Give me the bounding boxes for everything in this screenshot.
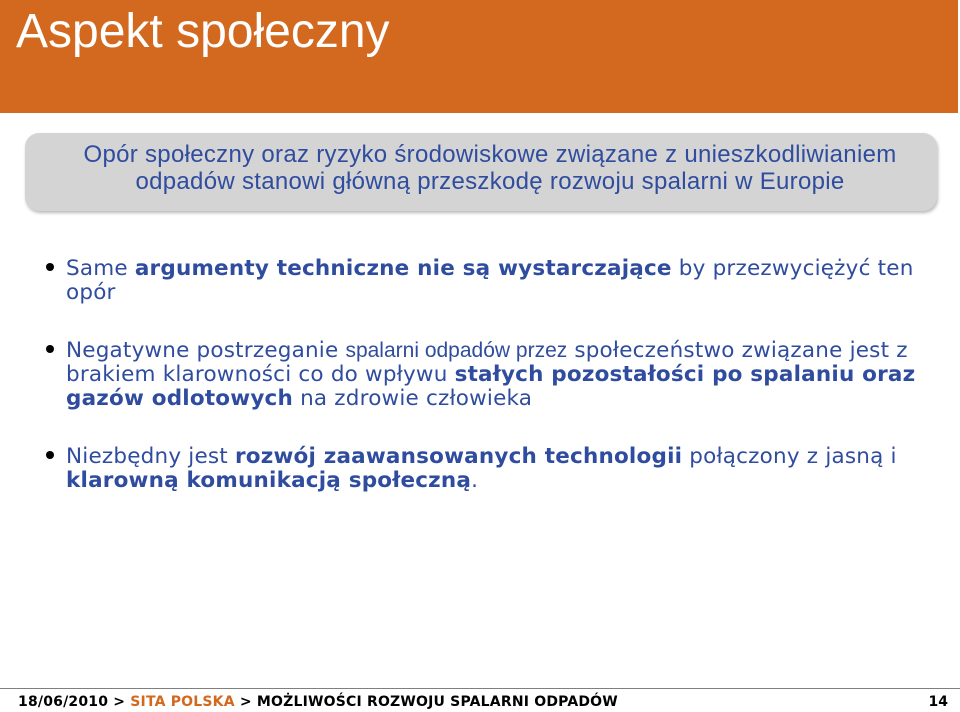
text-run: Niezbędny jest [66, 444, 228, 469]
footer-separator: > [113, 694, 126, 710]
bullet-item [66, 339, 915, 411]
text-run: społeczeństwo związane jest z [574, 338, 908, 363]
bullet-line [66, 445, 897, 469]
slide-title: Aspekt społeczny [16, 5, 390, 58]
emphasis-text: rozwój zaawansowanych technologii [234, 444, 683, 469]
callout-line: Opór społeczny oraz ryzyko środowiskowe związane z unieszkodliwianiem [83, 141, 897, 168]
emphasis-text: klarowną komunikacją społeczną [66, 468, 472, 493]
footer-date: 18/06/2010 [18, 694, 109, 710]
emphasis-text: argumenty techniczne nie są wystarczające [134, 256, 672, 281]
text-run: . [471, 468, 479, 493]
text-run: spalarni odpadów przez [345, 339, 568, 362]
footer-separator: > [239, 694, 252, 710]
bullet-line [66, 387, 915, 411]
bullet-line [66, 281, 914, 305]
callout-line: odpadów stanowi główną przeszkodę rozwoju spalarni w Europie [135, 168, 845, 195]
text-run: połączony z jasną i [689, 444, 897, 469]
text-run: brakiem klarowności co do wpływu [66, 362, 448, 387]
callout-text [43, 141, 937, 195]
footer-company: SITA POLSKA [130, 694, 235, 710]
callout-box [25, 133, 937, 211]
text-run: by przezwyciężyć ten [678, 256, 914, 281]
bullet-line [66, 363, 915, 387]
page-number: 14 [928, 694, 948, 710]
emphasis-text: gazów odlotowych [66, 386, 294, 411]
bullet-line [66, 469, 897, 493]
text-run: opór [66, 280, 116, 305]
text-run: Same [66, 256, 128, 281]
title-banner [0, 0, 958, 113]
bullet-dot-icon [46, 263, 54, 271]
footer-section: MOŻLIWOŚCI ROZWOJU SPALARNI ODPADÓW [256, 694, 618, 710]
bullet-dot-icon [46, 345, 54, 353]
footer-breadcrumb [18, 694, 618, 710]
bullet-dot-icon [46, 451, 54, 459]
bullet-line [66, 257, 914, 281]
footer-divider [0, 688, 960, 689]
emphasis-text: stałych pozostałości po spalaniu oraz [454, 362, 916, 387]
bullet-item [66, 257, 914, 305]
bullet-item [66, 445, 897, 493]
bullet-line [66, 339, 915, 363]
text-run: na zdrowie człowieka [300, 386, 533, 411]
text-run: Negatywne postrzeganie [66, 338, 339, 363]
